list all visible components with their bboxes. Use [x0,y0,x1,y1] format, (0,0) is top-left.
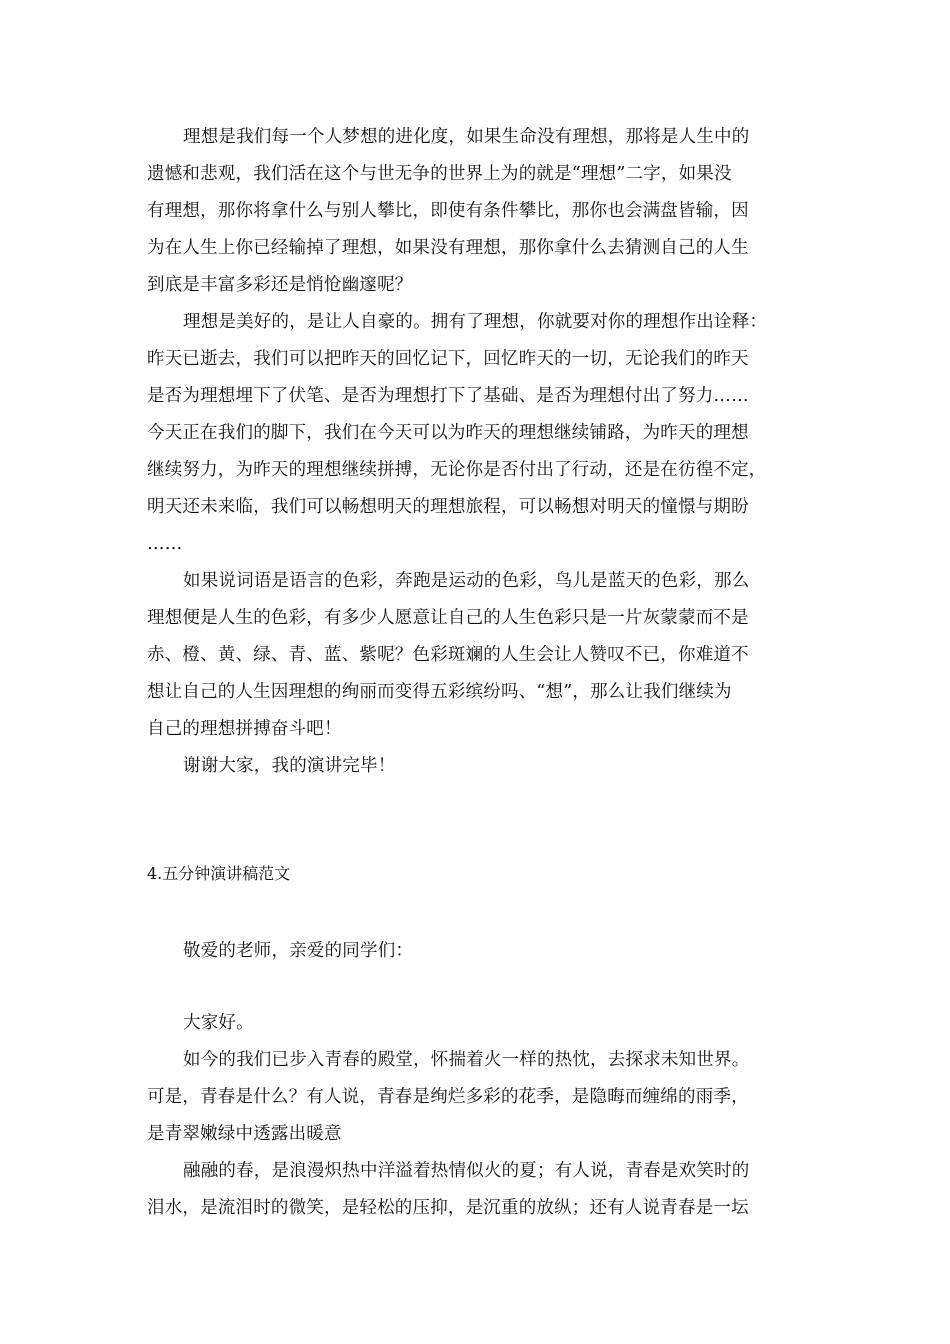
paragraph-1-line-2: 遗憾和悲观，我们活在这个与世无争的世界上为的就是“理想”二字，如果没 [147,164,732,184]
paragraph-3-line-3: 赤、橙、黄、绿、青、蓝、紫呢？色彩斑斓的人生会让人赞叹不已，你难道不 [147,645,749,665]
paragraph-5-line-1: 如今的我们已步入青春的殿堂，怀揣着火一样的热忱，去探求未知世界。 [183,1050,750,1070]
paragraph-1-line-3: 有理想，那你将拿什么与别人攀比，即使有条件攀比，那你也会满盘皆输，因 [147,201,749,221]
paragraph-3-line-1: 如果说词语是语言的色彩，奔跑是运动的色彩，鸟儿是蓝天的色彩，那么 [183,571,750,591]
paragraph-2-line-4: 今天正在我们的脚下，我们在今天可以为昨天的理想继续铺路，为昨天的理想 [147,423,749,443]
paragraph-1-line-4: 为在人生上你已经输掉了理想，如果没有理想，那你拿什么去猜测自己的人生 [147,238,749,258]
paragraph-2-line-5: 继续努力，为昨天的理想继续拼搏，无论你是否付出了行动，还是在彷徨不定， [147,460,767,480]
paragraph-3-line-5: 自己的理想拼搏奋斗吧！ [147,719,342,739]
paragraph-5-line-3: 是青翠嫩绿中透露出暖意 [147,1124,342,1144]
paragraph-3-line-4: 想让自己的人生因理想的绚丽而变得五彩缤纷吗、“想”，那么让我们继续为 [147,682,732,702]
greeting-line: 敬爱的老师，亲爱的同学们： [183,941,414,961]
paragraph-2-line-1: 理想是美好的，是让人自豪的。拥有了理想，你就要对你的理想作出诠释： [183,312,768,332]
paragraph-2-line-2: 昨天已逝去，我们可以把昨天的回忆记下，回忆昨天的一切，无论我们的昨天 [147,349,749,369]
paragraph-3-line-2: 理想便是人生的色彩，有多少人愿意让自己的人生色彩只是一片灰蒙蒙而不是 [147,608,749,628]
paragraph-5-line-2: 可是，青春是什么？有人说，青春是绚烂多彩的花季，是隐晦而缠绵的雨季， [147,1087,749,1107]
hello-line: 大家好。 [183,1013,254,1033]
paragraph-2-line-7: …… [147,534,183,554]
paragraph-6-line-2: 泪水，是流泪时的微笑，是轻松的压抑，是沉重的放纵；还有人说青春是一坛 [147,1198,749,1218]
paragraph-6-line-1: 融融的春，是浪漫炽热中洋溢着热情似火的夏；有人说，青春是欢笑时的 [183,1161,750,1181]
paragraph-2-line-6: 明天还未来临，我们可以畅想明天的理想旅程，可以畅想对明天的憧憬与期盼 [147,497,749,517]
paragraph-1-line-1: 理想是我们每一个人梦想的进化度，如果生命没有理想，那将是人生中的 [183,127,750,147]
paragraph-2-line-3: 是否为理想埋下了伏笔、是否为理想打下了基础、是否为理想付出了努力…… [147,386,749,406]
section-heading: 4.五分钟演讲稿范文 [147,864,291,883]
paragraph-4-line-1: 谢谢大家，我的演讲完毕！ [183,756,396,776]
paragraph-1-line-5: 到底是丰富多彩还是悄怆幽邃呢？ [147,275,413,295]
